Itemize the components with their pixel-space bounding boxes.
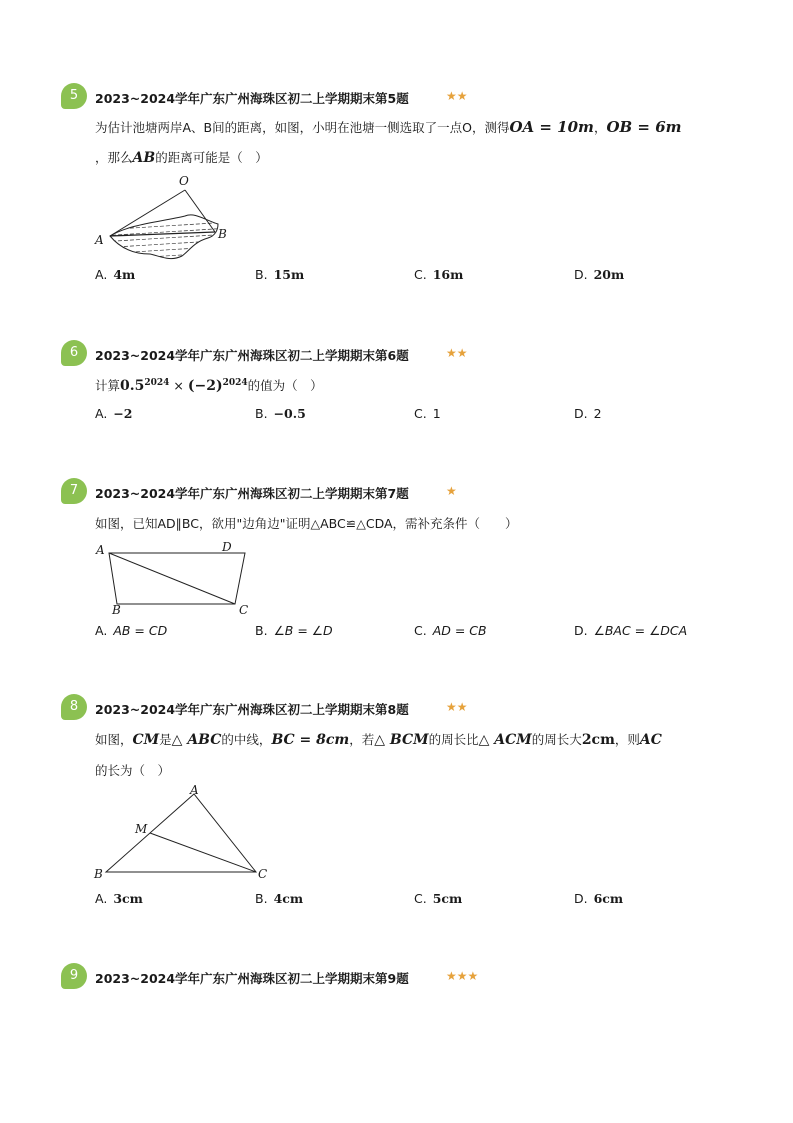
difficulty-stars: ★★★ [446,969,479,983]
label-C: C [239,603,249,617]
pond-figure [90,172,240,267]
question-header: 2023~2024学年广东广州海珠区初二上学期期末第6题 [95,348,409,363]
option-b[interactable]: B. ∠B = ∠D [255,623,333,638]
question-number-badge: 9 [61,963,87,989]
question-number-badge: 6 [61,340,87,366]
option-b[interactable]: B. 4cm [255,891,304,906]
option-d[interactable]: D. 6cm [574,891,624,906]
option-c[interactable]: C. 16m [414,267,464,282]
question-header: 2023~2024学年广东广州海珠区初二上学期期末第5题 [95,91,409,106]
difficulty-stars: ★★ [446,700,468,714]
option-a[interactable]: A. 3cm [95,891,143,906]
difficulty-stars: ★ [446,484,457,498]
difficulty-stars: ★★ [446,346,468,360]
option-d[interactable]: D. 20m [574,267,625,282]
label-D: D [222,540,232,554]
option-a[interactable]: A. AB = CD [95,623,168,638]
difficulty-stars: ★★ [446,89,468,103]
label-A: A [190,783,199,797]
question-text-line2: 的长为（ ） [95,763,171,778]
label-M: M [135,822,148,836]
option-d[interactable]: D. ∠BAC = ∠DCA [574,623,688,638]
label-C: C [258,867,268,881]
label-B: B [112,603,121,617]
question-text-line1: 如图，已知AD∥BC，欲用"边角边"证明△ABC≌△CDA，需补充条件（ ） [95,516,518,531]
label-B: B [218,227,227,241]
option-b[interactable]: B. 15m [255,267,305,282]
question-text-line1: 如图，CM是△ ABC的中线，BC = 8cm，若△ BCM的周长比△ ACM的周长大2cm，则AC [95,732,662,748]
option-c[interactable]: C. 1 [414,406,441,421]
question-text-line1: 为估计池塘两岸A、B间的距离，如图，小明在池塘一侧选取了一点O，测得OA = 10m，OB = 6m [95,118,682,136]
option-d[interactable]: D. 2 [574,406,602,421]
question-number-badge: 5 [61,83,87,109]
option-a[interactable]: A. 4m [95,267,136,282]
question-header: 2023~2024学年广东广州海珠区初二上学期期末第8题 [95,702,409,717]
option-c[interactable]: C. 5cm [414,891,463,906]
option-a[interactable]: A. −2 [95,406,133,421]
parallelogram-figure [92,538,262,620]
option-c[interactable]: C. AD = CB [414,623,487,638]
label-A: A [96,543,105,557]
label-O: O [179,174,189,188]
label-A: A [95,233,104,247]
question-number-badge: 7 [61,478,87,504]
question-header: 2023~2024学年广东广州海珠区初二上学期期末第9题 [95,971,409,986]
question-text-line1: 计算$0.5^{2024} \times (-2)^{2024}$的值为（ ） [95,377,323,394]
question-header: 2023~2024学年广东广州海珠区初二上学期期末第7题 [95,486,409,501]
question-number-badge: 8 [61,694,87,720]
option-b[interactable]: B. −0.5 [255,406,306,421]
question-text-line2: ，那么AB的距离可能是（ ） [95,150,268,166]
label-B: B [94,867,103,881]
triangle-figure [90,782,280,882]
